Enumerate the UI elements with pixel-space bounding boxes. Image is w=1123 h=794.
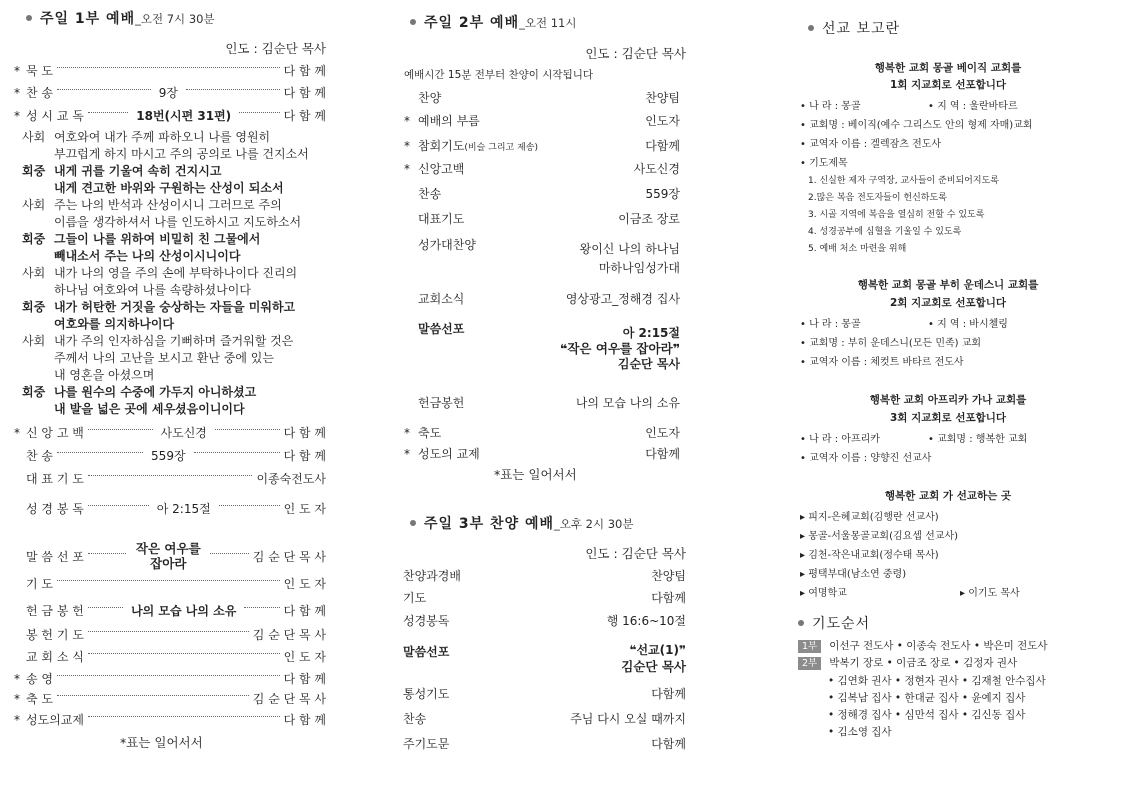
dot-leader	[88, 475, 253, 476]
order-label: 찬양과경배	[403, 569, 461, 583]
order-label: 성도의 교제	[418, 447, 480, 461]
prayer-item: 3. 시골 지역에 복음을 열심히 전할 수 있도록	[808, 210, 985, 220]
order-row	[404, 424, 680, 441]
service3-sermon-label: 말씀선포	[403, 645, 450, 659]
stand-marker: *	[404, 447, 410, 461]
sermon-title: ❝작은 여우를 잡아라❞	[560, 341, 680, 356]
dot-leader	[57, 452, 143, 453]
order-label: 축도	[418, 426, 442, 440]
order-value: 다 함 께	[283, 713, 326, 727]
supported-extra: ▸ 이기도 목사	[960, 588, 1020, 599]
order-label: 축 도	[26, 692, 53, 706]
service2-badge: 2부	[798, 657, 821, 670]
order-detail: 559장	[151, 449, 186, 463]
order-value: 김 순 단 목 사	[252, 628, 326, 642]
prayer-line: • 김복남 집사 • 한대균 집사 • 윤예지 집사	[828, 692, 1026, 704]
anthem-label: 성가대찬양	[418, 238, 476, 252]
dot-leader	[57, 580, 280, 581]
reading-text: 내 영혼을 아셨으며	[54, 368, 155, 382]
supported-item: ▸ 김천-작은내교회(정수태 목사)	[800, 550, 939, 561]
service3-title: 주일 3부 찬양 예배	[424, 516, 555, 532]
order-row	[404, 89, 680, 106]
order-label: 묵 도	[26, 64, 53, 78]
stand-marker: *	[404, 139, 410, 153]
order-label: 대 표 기 도	[26, 472, 84, 486]
dot-leader	[88, 716, 280, 717]
order-row	[14, 470, 326, 487]
dot-leader	[88, 607, 123, 608]
reading-role: 사회	[22, 198, 46, 212]
bullet-dot-icon	[410, 520, 416, 526]
service3-heading	[410, 513, 633, 533]
order-label: 찬송	[418, 187, 442, 201]
reading-line	[22, 197, 282, 214]
reading-line	[22, 265, 297, 282]
prayer-line: • 김소영 집사	[828, 726, 892, 738]
sermon-label: 말씀선포	[418, 322, 465, 336]
order-row	[403, 567, 686, 584]
mission1-subtitle	[798, 77, 1098, 92]
order-value: 김 순 단 목 사	[252, 692, 326, 706]
order-row	[14, 424, 326, 441]
order-detail: 18번(시편 31편)	[136, 109, 232, 123]
order-label: 헌 금 봉 헌	[26, 604, 84, 618]
order-detail: 나의 모습 나의 소유	[131, 604, 237, 618]
stand-marker: *	[14, 425, 20, 440]
mission3-title: 행복한 교회 아프리카 가나 교회를	[869, 394, 1027, 406]
order-row	[404, 137, 680, 154]
mission3-sub-bold: 3회 지교회	[889, 412, 942, 424]
order-row	[14, 648, 326, 665]
reading-role: 회중	[22, 385, 46, 399]
service1-heading	[26, 8, 215, 28]
order-label: 찬 송	[26, 86, 53, 100]
order-value: 인 도 자	[283, 502, 327, 516]
mission1-sub-bold: 1회 지교회	[889, 79, 942, 91]
mission3-church: • 교회명 : 행복한 교회	[928, 434, 1028, 445]
reading-line	[22, 146, 309, 163]
order-label: 말 씀 선 포	[26, 549, 84, 564]
reading-role: 사회	[22, 334, 46, 348]
reading-text: 내게 귀를 기울여 속히 건지시고	[54, 164, 222, 178]
mission1-title: 행복한 교회 몽골 베이직 교회를	[874, 62, 1022, 74]
order-row	[14, 690, 326, 707]
mission1-prayer-heading: • 기도제목	[800, 158, 848, 169]
order-row	[14, 447, 326, 464]
mission2-subtitle	[798, 295, 1098, 310]
service2-note: 예배시간 15분 전부터 찬양이 시작됩니다	[404, 69, 593, 81]
order-row	[14, 602, 326, 619]
dot-leader	[88, 429, 153, 430]
order-value: 이종숙전도사	[256, 472, 326, 486]
dot-leader	[186, 89, 280, 90]
mission3-sub-rest: 로 선포합니다	[941, 412, 1007, 424]
order-row	[404, 160, 680, 177]
reading-line	[22, 367, 154, 384]
reading-text: 내가 주의 인자하심을 기뻐하며 즐거워할 것은	[54, 334, 294, 348]
order-value: 행 16:6~10절	[606, 614, 686, 628]
order-note: (비슬 그리고 제송)	[464, 143, 538, 153]
order-value: 다 함 께	[283, 672, 326, 686]
anthem-title: 왕이신 나의 하나님	[579, 242, 680, 256]
order-row	[403, 685, 686, 702]
offering-value: 나의 모습 나의 소유	[575, 396, 680, 410]
prayer-item: 2.많은 복음 전도자들이 헌신하도록	[808, 193, 947, 203]
mission2-missionary: • 교역자 이름 : 체컷트 바타르 전도사	[800, 357, 964, 368]
reading-text: 내가 허탄한 거짓을 숭상하는 자들을 미워하고	[54, 300, 296, 314]
service3-sermon-preacher: 김순단 목사	[621, 659, 686, 674]
order-row	[14, 575, 326, 592]
order-value: 찬양팀	[645, 91, 680, 105]
order-value: 다 함 께	[283, 109, 327, 123]
order-row	[403, 710, 686, 727]
dot-leader	[57, 675, 280, 676]
stand-marker: *	[14, 671, 20, 686]
order-row	[14, 541, 326, 571]
news-value: 영상광고_정해경 집사	[565, 292, 680, 306]
order-row	[403, 612, 686, 629]
order-label: 교 회 소 식	[26, 650, 84, 664]
order-label: 성 경 봉 독	[26, 502, 84, 516]
order-row	[14, 107, 326, 124]
order-row	[404, 185, 680, 202]
prayer-order-heading	[798, 613, 870, 633]
order-value: 김 순 단 목 사	[252, 549, 326, 564]
order-value: 다함께	[651, 591, 686, 605]
bullet-dot-icon	[410, 19, 416, 25]
service3-leader: 인도 : 김순단 목사	[585, 546, 686, 561]
standing-note: *표는 일어서서	[120, 735, 203, 750]
reading-text: 내 발을 넓은 곳에 세우셨음이니이다	[54, 402, 245, 416]
order-label-group	[404, 160, 464, 177]
order-row	[14, 711, 326, 728]
reading-text: 주는 나의 반석과 산성이시니 그러므로 주의	[54, 198, 282, 212]
order-row	[404, 445, 680, 462]
prayer-item: 5. 예배 처소 마련을 위해	[808, 244, 907, 254]
order-value: 인 도 자	[283, 650, 326, 664]
order-label-group	[404, 112, 480, 129]
mission3-country: • 나 라 : 아프리카	[800, 434, 880, 445]
reading-line	[22, 384, 256, 401]
dot-leader	[57, 695, 249, 696]
dot-leader	[194, 452, 280, 453]
dot-leader	[244, 607, 279, 608]
reading-line	[22, 401, 245, 418]
dot-leader	[88, 553, 126, 554]
order-label: 기도	[403, 591, 427, 605]
order-label: 성도의교제	[26, 713, 84, 727]
order-row	[404, 112, 680, 129]
order-value: 다 함 께	[283, 449, 326, 463]
order-label: 성 시 교 독	[26, 109, 84, 123]
stand-marker: *	[14, 691, 20, 706]
standing-note: *표는 일어서서	[494, 467, 577, 482]
supported-item: ▸ 평택부대(남소연 중령)	[800, 569, 907, 580]
order-label-group	[404, 185, 441, 202]
sermon-preacher: 김순단 목사	[617, 357, 680, 371]
reading-text: 그들이 나를 위하여 비밀히 친 그물에서	[54, 232, 261, 246]
reading-line	[22, 129, 270, 146]
dot-leader	[57, 89, 151, 90]
dot-leader	[88, 112, 128, 113]
order-detail: 9장	[158, 86, 178, 100]
dot-leader	[88, 505, 149, 506]
service2-time: _오전 11시	[519, 16, 577, 30]
order-label: 찬송	[403, 712, 427, 726]
service1-badge: 1부	[798, 640, 821, 653]
mission1-church: • 교회명 : 베이직(예수 그리스도 안의 형제 자매)교회	[800, 120, 1033, 131]
reading-text: 나를 원수의 수중에 가두지 아니하셨고	[54, 385, 257, 399]
order-value: 다 함 께	[283, 64, 326, 78]
order-detail: 아 2:15절	[156, 502, 211, 516]
order-row	[14, 84, 326, 101]
news-row	[418, 290, 680, 307]
mission1-missionary: • 교역자 이름 : 겔렉잠츠 전도사	[800, 139, 942, 150]
supported-item: ▸ 피지-은혜교회(김행란 선교사)	[800, 512, 939, 523]
offering-label: 헌금봉헌	[418, 396, 465, 410]
order-label: 예배의 부름	[418, 114, 480, 128]
order-detail: 사도신경	[160, 426, 207, 440]
order-value: 다 함 께	[283, 86, 327, 100]
reading-text: 주께서 나의 고난을 보시고 환난 중에 있는	[54, 351, 274, 365]
mission2-church: • 교회명 : 부히 운데스니(모든 민족) 교회	[800, 338, 982, 349]
prayer-line-1: 이선구 전도사 • 이종숙 전도사 • 박은미 전도사	[829, 640, 1048, 652]
mission2-country: • 나 라 : 몽골	[800, 319, 861, 330]
order-label: 신 앙 고 백	[26, 426, 84, 440]
reading-line	[22, 231, 260, 248]
order-value: 다함께	[645, 447, 680, 461]
reading-role: 사회	[22, 130, 46, 144]
mission-heading-text: 선교 보고란	[822, 21, 901, 37]
order-row	[14, 626, 326, 643]
order-label: 성경봉독	[403, 614, 450, 628]
order-value: 찬양팀	[651, 569, 686, 583]
prayer-line: • 김연화 권사 • 정현자 권사 • 김재철 안수집사	[828, 675, 1046, 687]
mission3-missionary: • 교역자 이름 : 양향진 선교사	[800, 453, 932, 464]
order-label: 신앙고백	[418, 162, 465, 176]
bullet-dot-icon	[26, 15, 32, 21]
prayer-line-2: 박복기 장로 • 이금조 장로 • 김정자 권사	[829, 657, 1018, 669]
reading-line	[22, 180, 284, 197]
service2-leader: 인도 : 김순단 목사	[585, 46, 686, 61]
order-label-group	[404, 210, 464, 227]
order-value: 사도신경	[633, 162, 680, 176]
order-label-group	[404, 137, 538, 154]
reading-role: 회중	[22, 164, 46, 178]
order-value: 다함께	[645, 139, 680, 153]
reading-text: 내가 나의 영을 주의 손에 부탁하나이다 진리의	[54, 266, 298, 280]
reading-line	[22, 282, 251, 299]
stand-marker: *	[404, 162, 410, 176]
prayer-row-1	[798, 638, 1048, 653]
reading-line	[22, 350, 274, 367]
dot-leader	[239, 112, 279, 113]
reading-line	[22, 163, 221, 180]
dot-leader	[210, 553, 248, 554]
service1-leader: 인도 : 김순단 목사	[225, 41, 326, 56]
stand-marker: *	[14, 108, 20, 123]
reading-role: 회중	[22, 232, 46, 246]
reading-text: 부끄럽게 하지 마시고 주의 공의로 나를 건지소서	[54, 147, 309, 161]
order-value: 다 함 께	[283, 426, 326, 440]
dot-leader	[88, 653, 280, 654]
mission3-subtitle	[798, 410, 1098, 425]
stand-marker: *	[404, 114, 410, 128]
mission2-region: • 지 역 : 바시첼링	[928, 319, 1008, 330]
order-value: 이금조 장로	[618, 212, 680, 226]
sermon-reference: 아 2:15절	[622, 326, 680, 340]
service1-time: _오전 7시 30분	[135, 12, 215, 26]
reading-role: 회중	[22, 300, 46, 314]
service1-title: 주일 1부 예배	[40, 11, 136, 27]
stand-marker: *	[404, 426, 410, 440]
order-row	[404, 210, 680, 227]
order-value: 다 함 께	[283, 604, 326, 618]
order-row	[14, 670, 326, 687]
reading-text: 하나님 여호와여 나를 속량하셨나이다	[54, 283, 251, 297]
order-label-group	[404, 89, 441, 106]
supported-title: 행복한 교회 가 선교하는 곳	[884, 490, 1012, 502]
reading-text: 이름을 생각하셔서 나를 인도하시고 지도하소서	[54, 215, 302, 229]
mission2-sub-rest: 로 선포합니다	[941, 297, 1007, 309]
reading-line	[22, 316, 174, 333]
supported-item: ▸ 여명학교	[800, 588, 847, 599]
reading-line	[22, 214, 301, 231]
dot-leader	[219, 505, 280, 506]
order-value: 인도자	[645, 114, 680, 128]
dot-leader	[215, 429, 280, 430]
order-label: 봉 헌 기 도	[26, 628, 84, 642]
mission-heading	[808, 18, 900, 38]
order-row	[14, 500, 326, 517]
order-value: 인 도 자	[283, 577, 326, 591]
reading-text: 여호와여 내가 주께 파하오니 나를 영원히	[54, 130, 271, 144]
service3-time: _오후 2시 30분	[554, 517, 634, 531]
order-detail: 작은 여우를 잡아라	[135, 541, 201, 571]
order-label: 대표기도	[418, 212, 465, 226]
dot-leader	[88, 631, 249, 632]
prayer-row-2	[798, 655, 1017, 670]
news-label: 교회소식	[418, 292, 465, 306]
bullet-dot-icon	[808, 25, 814, 31]
prayer-order-heading-text: 기도순서	[812, 616, 871, 632]
order-value: 주님 다시 오실 때까지	[570, 712, 686, 726]
dot-leader	[57, 67, 280, 68]
order-value: 다함께	[651, 737, 686, 751]
stand-marker: *	[14, 85, 20, 100]
mission1-country: • 나 라 : 몽골	[800, 101, 861, 112]
offering-row	[418, 394, 680, 411]
order-label: 주기도문	[403, 737, 450, 751]
order-value: 다함께	[651, 687, 686, 701]
order-value: 559장	[645, 187, 680, 201]
reading-line	[22, 248, 240, 265]
reading-text: 빼내소서 주는 나의 산성이시니이다	[54, 249, 241, 263]
order-label: 기 도	[26, 577, 53, 591]
prayer-item: 1. 신실한 제자 구역장, 교사들이 준비되어지도록	[808, 176, 999, 186]
anthem-choir: 마하나임성가대	[598, 261, 680, 275]
order-row	[403, 735, 686, 752]
reading-line	[22, 299, 295, 316]
mission2-title: 행복한 교회 몽골 부히 운데스니 교회를	[857, 279, 1039, 291]
reading-text: 내게 견고한 바위와 구원하는 산성이 되소서	[54, 181, 284, 195]
mission1-region: • 지 역 : 울란바타르	[928, 101, 1018, 112]
stand-marker: *	[14, 712, 20, 727]
prayer-line: • 정해경 집사 • 심만석 집사 • 김신동 집사	[828, 709, 1026, 721]
order-value: 인도자	[645, 426, 680, 440]
order-label-group	[404, 445, 480, 462]
reading-text: 여호와를 의지하나이다	[54, 317, 175, 331]
stand-marker: *	[14, 63, 20, 78]
service3-sermon-title: ❝선교(1)❞	[629, 643, 686, 657]
order-label: 찬 송	[26, 449, 53, 463]
mission1-sub-rest: 로 선포합니다	[941, 79, 1007, 91]
service2-title: 주일 2부 예배	[424, 15, 520, 31]
order-label: 참회기도	[418, 139, 465, 153]
mission2-sub-bold: 2회 지교회	[889, 297, 942, 309]
bullet-dot-icon	[798, 620, 804, 626]
reading-line	[22, 333, 293, 350]
reading-role: 사회	[22, 266, 46, 280]
supported-item: ▸ 몽골-서울몽골교회(김요셉 선교사)	[800, 531, 959, 542]
order-label: 찬양	[418, 91, 442, 105]
order-label: 통성기도	[403, 687, 450, 701]
order-label-group	[404, 424, 441, 441]
service2-heading	[410, 12, 576, 32]
order-label: 송 영	[26, 672, 53, 686]
order-row	[14, 62, 326, 79]
order-row	[403, 589, 686, 606]
prayer-item: 4. 성경공부에 심혈을 기울일 수 있도록	[808, 227, 962, 237]
